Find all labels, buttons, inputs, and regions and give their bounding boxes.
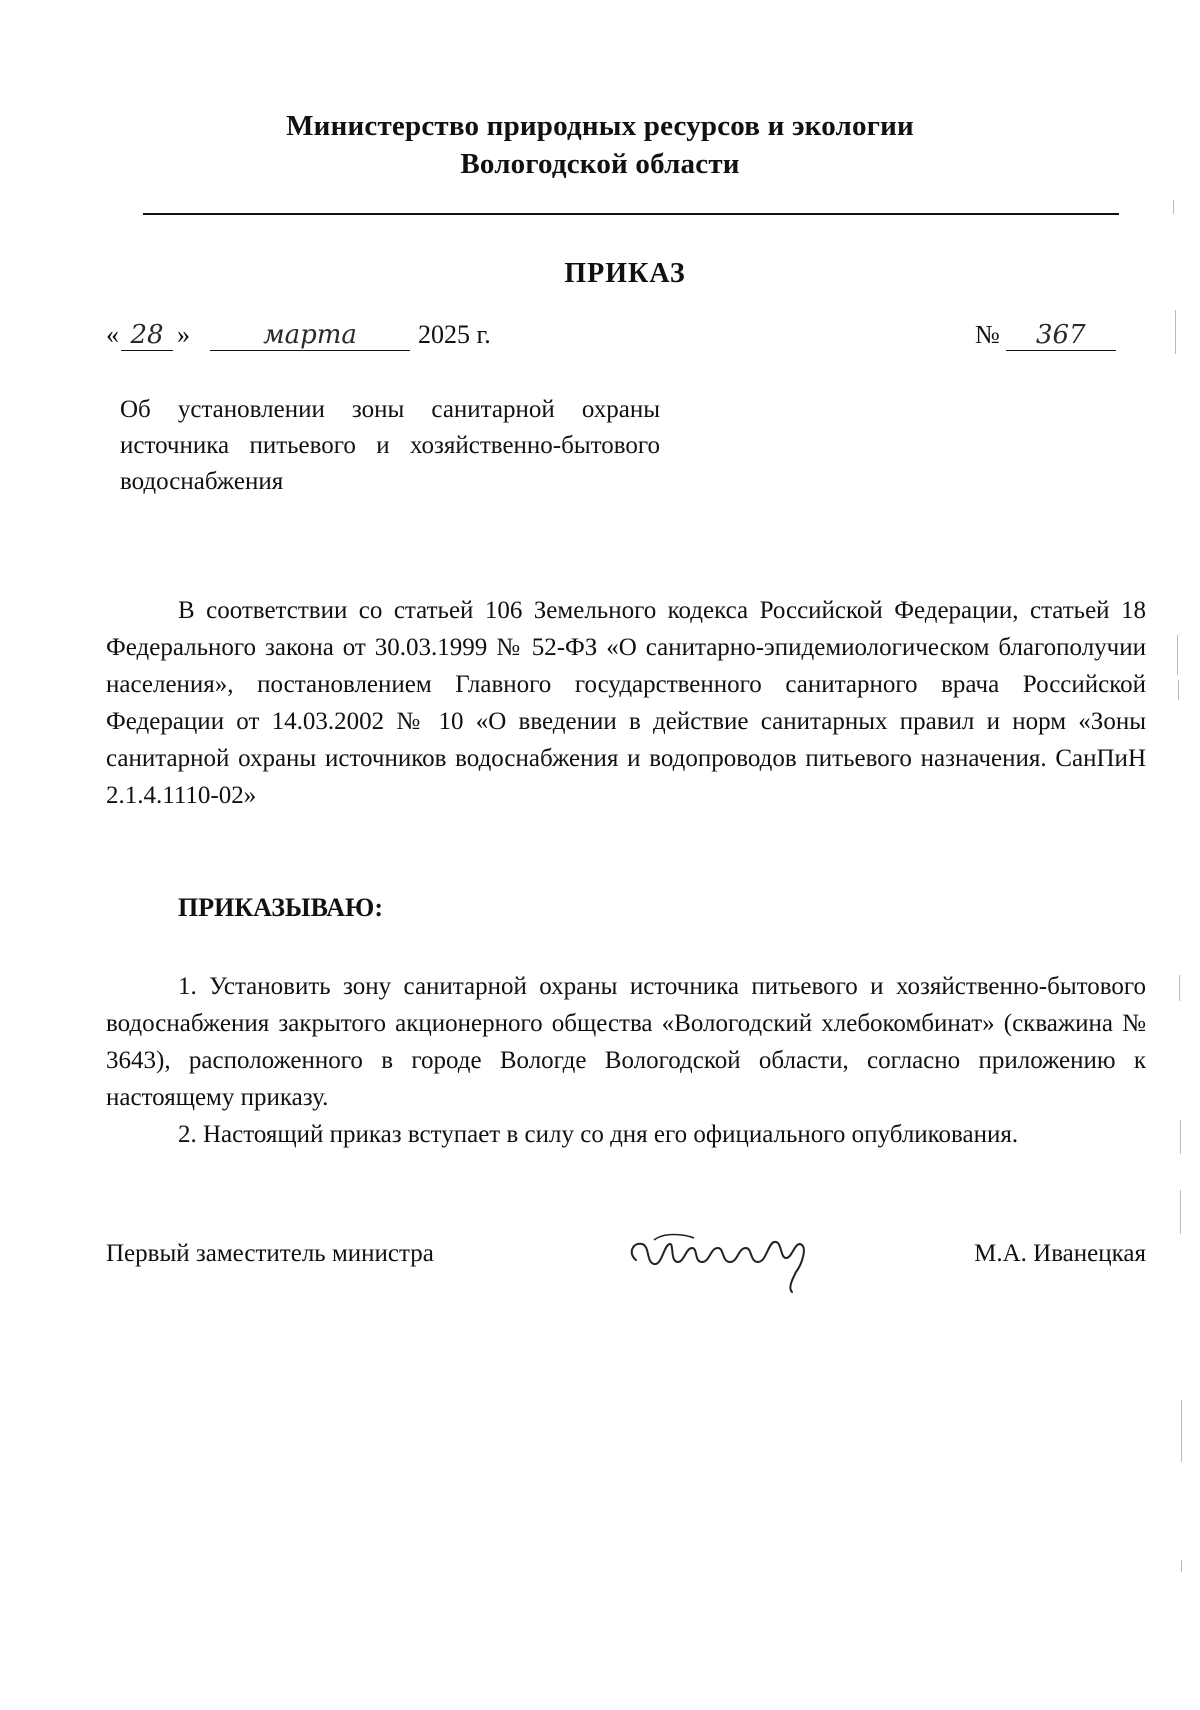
ministry-name-line1: Министерство природных ресурсов и экологии — [286, 110, 914, 142]
date-close-quote: » — [177, 320, 190, 349]
preamble-text: В соответствии со статьей 106 Земельного кодекса Российской Федерации, статьей 18 Федерального закона от 30.03.1999 № 52-ФЗ «О санитарно-эпидемиологическом благополучии населения», постановлением Главного государственного санитарного врача Российской Федерации от 14.03.2002 № 10 «О введении в действие санитарных правил и норм «Зоны санитарной охраны источников водоснабжения и водопроводов питьевого назначения. СанПиН 2.1.4.1110-02» — [106, 597, 1146, 809]
scan-edge-mark — [1181, 1560, 1182, 1572]
number-sign: № — [975, 320, 1000, 349]
date-day-handwritten: 28 — [121, 320, 173, 351]
scan-edge-mark — [1181, 1400, 1182, 1462]
order-directive-heading: ПРИКАЗЫВАЮ: — [178, 893, 383, 922]
scan-edge-mark — [1179, 975, 1180, 1001]
ministry-name-line2: Вологодской области — [460, 148, 740, 180]
order-number — [975, 320, 1116, 351]
signatory-position: Первый заместитель министра — [106, 1240, 434, 1267]
order-item-2: 2. Настоящий приказ вступает в силу со дня его официального опубликования. — [178, 1121, 1019, 1148]
preamble-paragraph — [106, 592, 1146, 814]
date-open-quote: « — [106, 320, 119, 349]
order-date — [106, 320, 491, 351]
date-year: 2025 г. — [418, 320, 491, 349]
scan-edge-mark — [1177, 635, 1178, 675]
scan-edge-mark — [1180, 1190, 1181, 1234]
scan-edge-mark — [1173, 200, 1174, 214]
header-divider — [143, 213, 1119, 215]
order-subject: Об установлении зоны санитарной охраны источника питьевого и хозяйственно-бытового водоснабжения — [120, 396, 660, 495]
order-items — [106, 968, 1146, 1153]
document-type-title: ПРИКАЗ — [564, 258, 686, 289]
handwritten-signature — [624, 1214, 824, 1294]
scan-edge-mark — [1178, 680, 1179, 700]
order-number-handwritten: 367 — [1006, 320, 1116, 351]
scan-edge-mark — [1175, 310, 1176, 354]
date-month-handwritten: марта — [210, 320, 410, 351]
signatory-name: М.А. Иванецкая — [974, 1240, 1146, 1267]
scan-edge-mark — [1180, 1120, 1181, 1154]
order-item-1: 1. Установить зону санитарной охраны источника питьевого и хозяйственно-бытового водоснабжения закрытого акционерного общества «Вологодский хлебокомбинат» (скважина № 3643), расположенного в городе Вологде Вологодской области, согласно приложению к настоящему приказу. — [106, 973, 1146, 1111]
